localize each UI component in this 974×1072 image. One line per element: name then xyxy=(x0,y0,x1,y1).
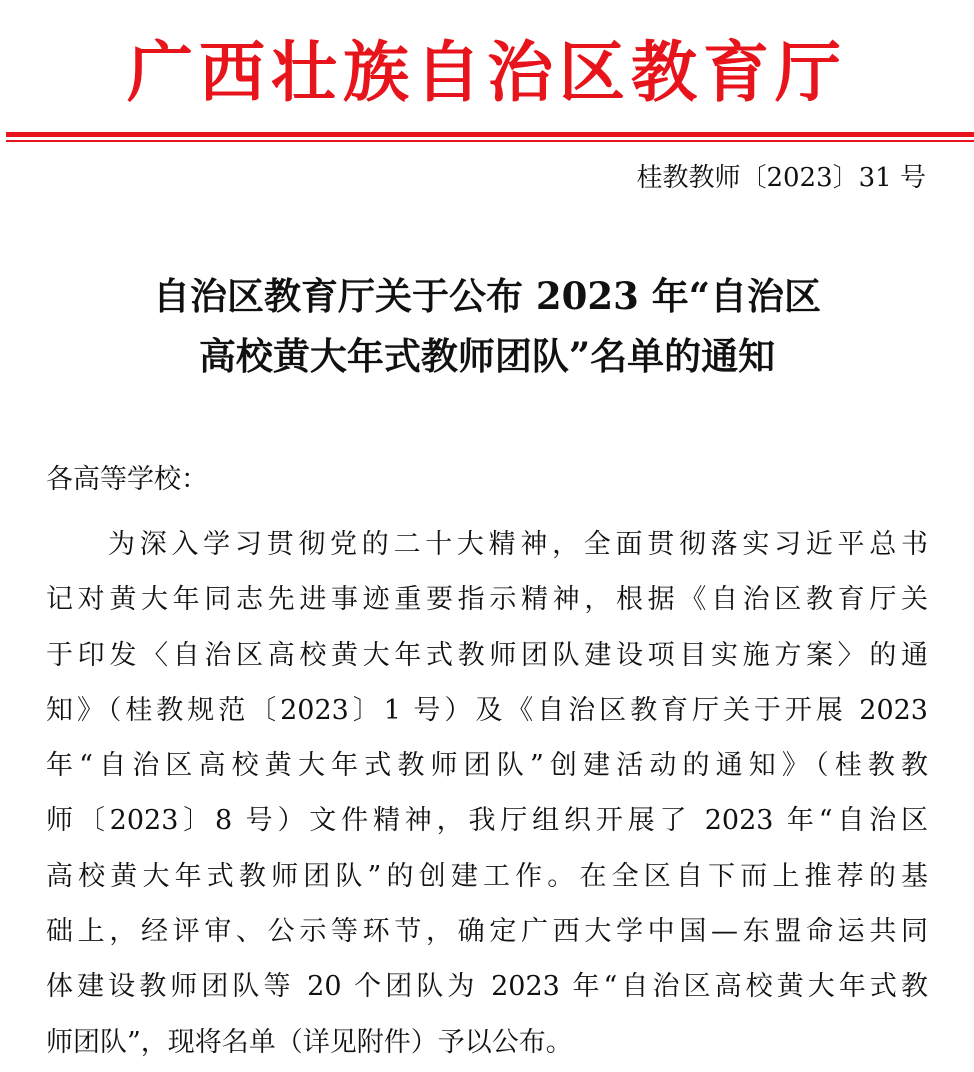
notice-title-line-1: 自治区教育厅关于公布 2023 年“自治区 xyxy=(152,274,822,318)
body-text xyxy=(46,517,928,1070)
body-line: 为深入学习贯彻党的二十大精神，全面贯彻落实习近平总书 xyxy=(108,529,928,560)
body-line: 高校黄大年式教师团队”的创建工作。在全区自下而上推荐的基 xyxy=(46,860,928,892)
body-line: 年“自治区高校黄大年式教师团队”创建活动的通知》（桂教教 xyxy=(46,750,928,782)
agency-letterhead: 广西壮族自治区教育厅 xyxy=(127,33,847,111)
salutation: 各高等学校： xyxy=(46,464,208,495)
document-number: 桂教教师〔2023〕31 号 xyxy=(636,163,926,193)
body-line: 师〔2023〕8 号）文件精神，我厅组织开展了 2023 年“自治区 xyxy=(46,805,928,837)
body-line: 础上，经评审、公示等环节，确定广西大学中国—东盟命运共同 xyxy=(46,916,928,948)
body-line: 记对黄大年同志先进事迹重要指示精神，根据《自治区教育厅关 xyxy=(46,584,928,616)
notice-title xyxy=(0,266,974,386)
body-line: 体建设教师团队等 20 个团队为 2023 年“自治区高校黄大年式教 xyxy=(46,971,928,1003)
letterhead-divider-thick xyxy=(6,132,974,137)
body-line: 师团队”，现将名单（详见附件）予以公布。 xyxy=(46,1026,573,1058)
letterhead-divider-thin xyxy=(6,140,974,142)
body-line: 知》（桂教规范〔2023〕1 号）及《自治区教育厅关于开展 2023 xyxy=(46,694,928,726)
notice-title-line-2: 高校黄大年式教师团队”名单的通知 xyxy=(198,334,776,378)
body-line: 于印发〈自治区高校黄大年式教师团队建设项目实施方案〉的通 xyxy=(46,639,928,671)
